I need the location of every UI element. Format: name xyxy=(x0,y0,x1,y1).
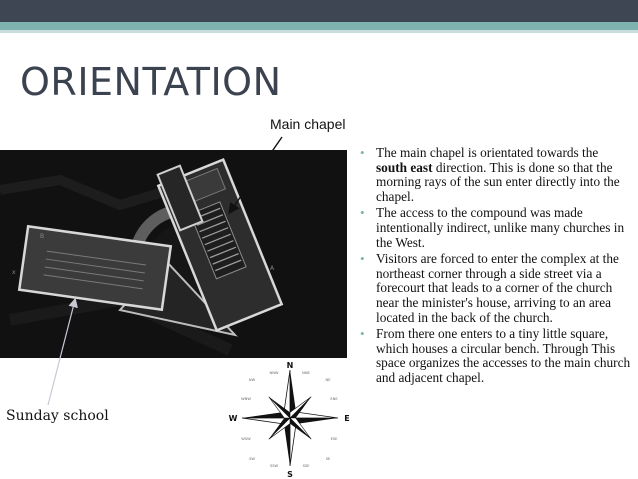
compass-ne: NE xyxy=(325,378,331,382)
sunday-school-label: Sunday school xyxy=(6,408,109,424)
bullet-text-before: The main chapel is orientated towards the xyxy=(376,145,599,160)
bullet-list xyxy=(356,146,632,388)
compass-ene: ENE xyxy=(330,397,338,401)
bullet-item xyxy=(356,252,632,325)
compass-sw: SW xyxy=(249,457,255,461)
compass-ese: ESE xyxy=(330,437,338,441)
compass-se: SE xyxy=(325,457,331,461)
bullet-icon: • xyxy=(360,205,365,221)
bullet-text: Visitors are forced to enter the complex at the northeast corner through a side street via a forecourt that leads to a corner of the church near the minister's house, arriving to an area located in the back of the church. xyxy=(376,251,619,325)
bullet-text: From there one enters to a tiny little square, which houses a circular bench. Through This space organizes the accesses to the main church and adjacent chapel. xyxy=(376,326,631,385)
bullet-icon: • xyxy=(360,326,365,342)
bullet-icon: • xyxy=(360,251,365,267)
svg-text:x: x xyxy=(12,269,16,276)
slide-title: ORIENTATION xyxy=(20,60,282,104)
compass-s: S xyxy=(287,470,293,479)
compass-w: W xyxy=(228,414,238,423)
compass-e: E xyxy=(344,414,350,423)
bullet-text-after: direction. This is done so that the morning rays of the sun enter directly into the chapel. xyxy=(376,159,620,204)
bullet-item xyxy=(356,206,632,250)
bullet-item xyxy=(356,146,632,204)
compass-nnw: NNW xyxy=(269,371,279,375)
bullet-text-bold: south east xyxy=(376,159,433,175)
header-light-stripe xyxy=(0,30,638,33)
header-bar xyxy=(0,0,638,22)
compass-sse: SSE xyxy=(302,464,310,468)
compass-rose-icon xyxy=(226,360,354,479)
svg-text:B: B xyxy=(40,233,45,240)
compass-wsw: WSW xyxy=(241,437,251,441)
main-chapel-label: Main chapel xyxy=(270,116,346,132)
compass-wnw: WNW xyxy=(241,397,251,401)
bullet-item xyxy=(356,327,632,385)
aerial-photo xyxy=(0,150,347,358)
svg-text:A: A xyxy=(270,265,275,272)
bullet-icon: • xyxy=(360,145,365,160)
compass-n: N xyxy=(286,361,294,370)
compass-nw: NW xyxy=(248,378,256,382)
compass-nne: NNE xyxy=(302,371,310,375)
compass-ssw: SSW xyxy=(269,464,279,468)
header-accent-stripe xyxy=(0,22,638,30)
bullet-text: The access to the compound was made intentionally indirect, unlike many churches in the West. xyxy=(376,205,625,250)
aerial-photo-drawing xyxy=(0,150,347,358)
